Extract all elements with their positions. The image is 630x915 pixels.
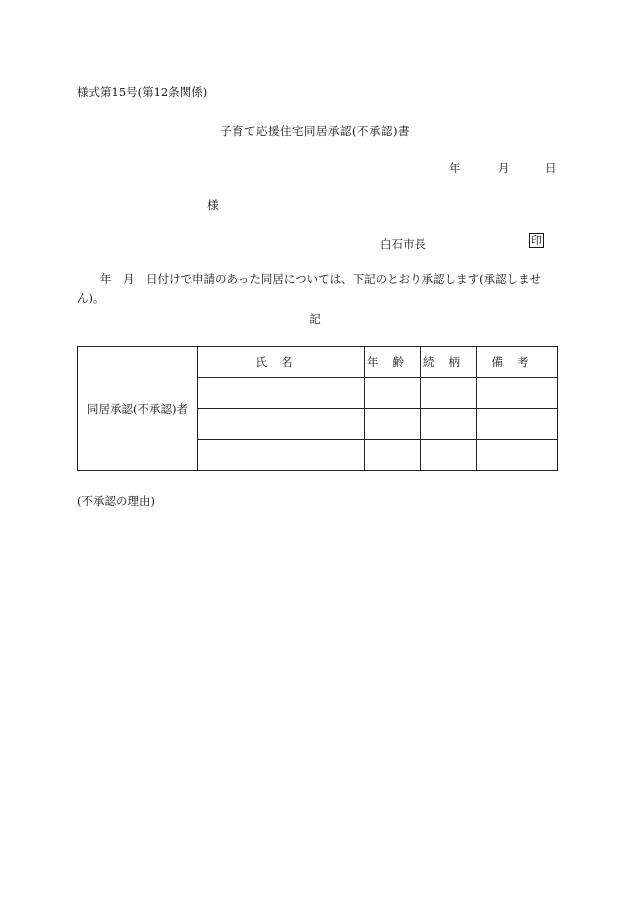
column-header-age: 年齢 — [365, 347, 421, 378]
form-number: 様式第15号(第12条関係) — [77, 85, 208, 99]
table-header-row — [78, 347, 558, 378]
date-year-label: 年 — [449, 161, 461, 175]
relationship-cell[interactable] — [421, 409, 477, 440]
name-cell[interactable] — [198, 440, 365, 471]
date-month-label: 月 — [498, 161, 510, 175]
addressee-suffix: 様 — [207, 198, 219, 212]
relationship-cell[interactable] — [421, 378, 477, 409]
document-title: 子育て応援住宅同居承認(不承認)書 — [220, 124, 410, 138]
age-cell[interactable] — [365, 440, 421, 471]
column-header-relationship: 続柄 — [421, 347, 477, 378]
approval-table — [77, 346, 558, 471]
body-text: 年 月 日付けで申請のあった同居については、下記のとおり承認します(承認しません)。 — [77, 272, 542, 305]
column-header-name: 氏名 — [198, 347, 365, 378]
seal-mark: 印 — [531, 234, 542, 247]
age-cell[interactable] — [365, 409, 421, 440]
row-header-cell: 同居承認(不承認)者 — [78, 347, 198, 471]
remarks-cell[interactable] — [477, 409, 558, 440]
remarks-cell[interactable] — [477, 378, 558, 409]
column-header-remarks: 備考 — [477, 347, 558, 378]
age-cell[interactable] — [365, 378, 421, 409]
name-cell[interactable] — [198, 409, 365, 440]
remarks-cell[interactable] — [477, 440, 558, 471]
note-mark: 記 — [309, 312, 321, 326]
rejection-reason-label: (不承認の理由) — [77, 494, 155, 508]
date-day-label: 日 — [545, 161, 557, 175]
issuer-title: 白石市長 — [380, 237, 426, 251]
relationship-cell[interactable] — [421, 440, 477, 471]
name-cell[interactable] — [198, 378, 365, 409]
